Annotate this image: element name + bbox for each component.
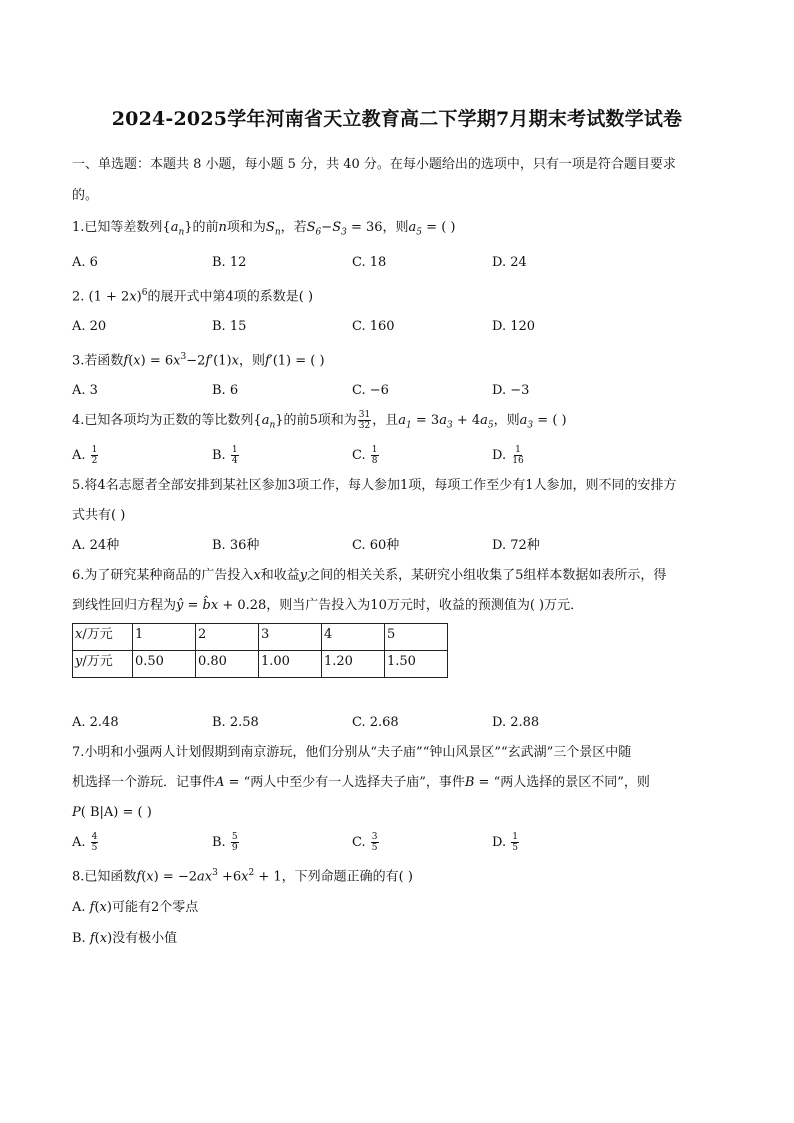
question-7-options: [72, 828, 722, 858]
option-c[interactable]: C. 18: [352, 254, 387, 270]
question-7-stem-line-2: 机选择一个游玩．记事件A = “两人中至少有一人选择夫子庙”，事件B = “两人选择的景区不同”，则: [72, 774, 650, 790]
question-7: [72, 738, 722, 858]
option-b[interactable]: B. 15: [212, 318, 247, 334]
question-5-options: [72, 531, 722, 561]
option-d[interactable]: D. 120: [492, 318, 536, 334]
option-b[interactable]: B. 2.58: [212, 714, 259, 730]
option-c[interactable]: C. $\frac{1}{8}$: [352, 445, 378, 467]
option-b[interactable]: B. 6: [212, 383, 239, 399]
question-6-stem-line-2: 到线性回归方程为ŷ = b̂x + 0.28，则当广告投入为10万元时，收益的预测值为( )万元．: [72, 597, 584, 613]
table-cell: 0.50: [133, 650, 196, 677]
option-d[interactable]: D. $\frac{1}{16}$: [492, 445, 524, 467]
question-6: [72, 561, 722, 738]
question-1-options: [72, 248, 722, 278]
table-cell: 5: [385, 623, 448, 650]
table-cell: 1.20: [322, 650, 385, 677]
option-d[interactable]: D. 2.88: [492, 714, 540, 730]
section-heading: [72, 149, 722, 211]
option-a[interactable]: A. $\frac{1}{2}$: [72, 445, 98, 467]
question-8-stem: 8.已知函数$f(x) = -2ax^3 +6x^2 + 1$，下列命题正确的有( ): [72, 867, 413, 885]
option-d[interactable]: D. 72种: [492, 537, 540, 553]
table-header-x: x/万元: [73, 623, 133, 650]
option-d[interactable]: D. $\frac{1}{5}$: [492, 832, 518, 854]
table-cell: 4: [322, 623, 385, 650]
question-5-stem-line-1: 5.将4名志愿者全部安排到某社区参加3项工作，每人参加1项，每项工作至少有1人参加，则不同的安排方: [72, 477, 677, 493]
option-c[interactable]: C. 60种: [352, 537, 400, 553]
option-c[interactable]: C. 160: [352, 318, 395, 334]
question-6-options: [72, 708, 722, 738]
question-4-options: [72, 441, 722, 471]
option-a[interactable]: A. 24种: [72, 537, 120, 553]
question-1: [72, 213, 722, 278]
option-a[interactable]: A. $\frac{4}{5}$: [72, 832, 98, 854]
table-cell: 0.80: [196, 650, 259, 677]
question-4-stem: 4.已知各项均为正数的等比数列$\{a_n\}$的前5项和为 $\frac{31}{32}$ ，且$a_1 = 3a_3 + 4a_5$，则$a_3$ = ( ): [72, 410, 567, 432]
question-7-stem-line-3: P( B|A) = ( ): [72, 804, 152, 820]
table-cell: 3: [259, 623, 322, 650]
option-d[interactable]: D. 24: [492, 254, 527, 270]
option-c[interactable]: C. −6: [352, 383, 389, 399]
table-row: [73, 623, 448, 650]
table-cell: 1.00: [259, 650, 322, 677]
page-title: 2024-2025学年河南省天立教育高二下学期7月期末考试数学试卷: [111, 108, 683, 130]
table-row: [73, 650, 448, 677]
option-a[interactable]: A. 20: [72, 318, 107, 334]
question-8: [72, 858, 722, 954]
question-7-stem-line-1: 7.小明和小强两人计划假期到南京游玩，他们分别从“夫子庙”“钟山风景区”“玄武湖”三个景区中随: [72, 744, 632, 760]
question-4: [72, 406, 722, 471]
option-a[interactable]: A. 6: [72, 254, 98, 270]
data-table: [72, 623, 448, 678]
section-line-2: 的。: [72, 188, 99, 203]
question-2-options: [72, 312, 722, 342]
question-2-stem: 2. $(1 + 2x)^6$的展开式中第4项的系数是( ): [72, 287, 314, 304]
option-c[interactable]: C. $\frac{3}{5}$: [352, 832, 378, 854]
option-b[interactable]: B. 12: [212, 254, 247, 270]
option-b[interactable]: B. $\frac{1}{4}$: [212, 445, 238, 467]
question-3-options: [72, 376, 722, 406]
option-b[interactable]: B. $\frac{5}{9}$: [212, 832, 238, 854]
question-5: [72, 471, 722, 561]
question-2: [72, 278, 722, 342]
option-a[interactable]: A. 2.48: [72, 714, 119, 730]
table-cell: 2: [196, 623, 259, 650]
question-3: [72, 342, 722, 406]
question-1-stem: 1.已知等差数列$\{a_n\}$的前n项和为$S_n$，若$S_6-S_3 = 36$，则$a_5$ = ( ): [72, 220, 456, 238]
option-b[interactable]: B. 36种: [212, 537, 260, 553]
section-line-1: 一、单选题：本题共 8 小题，每小题 5 分，共 40 分。在每小题给出的选项中，只有一项是符合题目要求: [72, 157, 676, 172]
question-5-stem-line-2: 式共有( ): [72, 507, 126, 523]
question-3-stem: 3.若函数$f(x) = 6x^3-2f'(1)x$，则f′(1) = ( ): [72, 351, 325, 369]
question-6-stem-line-1: 6.为了研究某种商品的广告投入x和收益y之间的相关关系，某研究小组收集了5组样本数据如表所示，得: [72, 567, 667, 583]
option-d[interactable]: D. −3: [492, 383, 530, 399]
table-cell: 1.50: [385, 650, 448, 677]
option-b[interactable]: B. f(x)没有极小值: [72, 931, 178, 947]
table-cell: 1: [133, 623, 196, 650]
option-a[interactable]: A. f(x)可能有2个零点: [72, 900, 199, 916]
option-a[interactable]: A. 3: [72, 383, 98, 399]
option-c[interactable]: C. 2.68: [352, 714, 399, 730]
table-header-y: y/万元: [73, 650, 133, 677]
